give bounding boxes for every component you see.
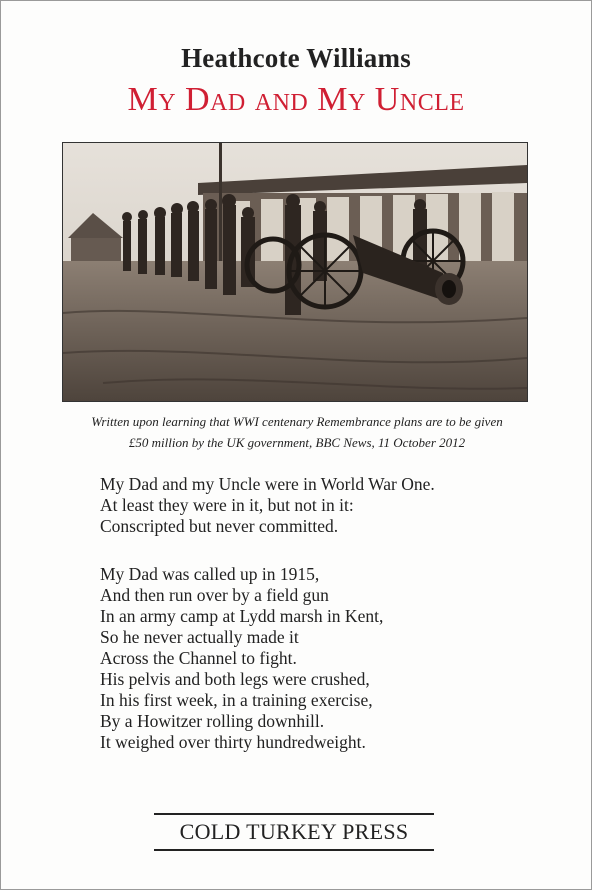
poem-line: His pelvis and both legs were crushed, <box>100 669 370 689</box>
poem-stanza-2 <box>100 564 540 753</box>
poem-line: In his first week, in a training exercise, <box>100 690 373 710</box>
photo-illustration <box>63 143 527 401</box>
book-title: My Dad and My Uncle <box>127 81 465 118</box>
poem-line: At least they were in it, but not in it: <box>100 495 354 515</box>
author-name: Heathcote Williams <box>181 43 411 73</box>
photo-caption <box>41 411 553 453</box>
poem-line: Across the Channel to fight. <box>100 648 297 668</box>
poem-line: In an army camp at Lydd marsh in Kent, <box>100 606 384 626</box>
poem-stanza-1 <box>100 474 540 537</box>
cover-photo <box>62 142 528 402</box>
poem-line: It weighed over thirty hundredweight. <box>100 732 366 752</box>
publisher-name: COLD TURKEY PRESS <box>154 813 434 851</box>
poem-line: Conscripted but never committed. <box>100 516 339 536</box>
caption-line: £50 million by the UK government, BBC News, 11 October 2012 <box>128 435 466 450</box>
poem-line: So he never actually made it <box>100 627 299 647</box>
caption-line: Written upon learning that WWI centenary Remembrance plans are to be given <box>91 414 503 429</box>
poem-line: My Dad was called up in 1915, <box>100 564 320 584</box>
poem-line: By a Howitzer rolling downhill. <box>100 711 325 731</box>
poem-line: And then run over by a field gun <box>100 585 329 605</box>
poem-line: My Dad and my Uncle were in World War One. <box>100 474 435 494</box>
